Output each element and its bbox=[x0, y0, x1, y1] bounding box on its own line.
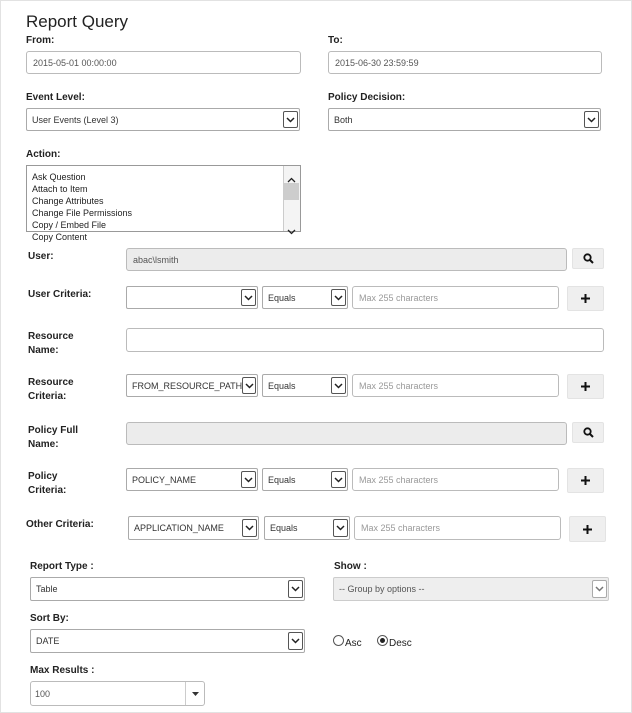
policy-criteria-operator-value: Equals bbox=[268, 474, 296, 485]
chevron-down-icon bbox=[242, 519, 257, 537]
action-option[interactable]: Copy Content bbox=[32, 232, 88, 242]
report-type-select[interactable] bbox=[30, 577, 305, 601]
search-icon bbox=[583, 253, 594, 264]
resource-criteria-placeholder: Max 255 characters bbox=[359, 380, 439, 391]
resource-criteria-value-input[interactable] bbox=[352, 374, 559, 397]
chevron-down-icon bbox=[288, 632, 303, 650]
order-desc-option[interactable] bbox=[377, 632, 412, 649]
policy-criteria-field-value: POLICY_NAME bbox=[132, 474, 197, 485]
chevron-down-icon bbox=[331, 471, 346, 488]
policy-decision-value: Both bbox=[334, 114, 353, 125]
resource-name-label: Resource Name: bbox=[28, 331, 74, 356]
resource-criteria-field-value: FROM_RESOURCE_PATH bbox=[132, 380, 243, 391]
chevron-down-icon bbox=[288, 580, 303, 598]
user-criteria-operator-value: Equals bbox=[268, 292, 296, 303]
user-value: abac\lsmith bbox=[133, 254, 179, 265]
user-criteria-label: User Criteria: bbox=[28, 289, 92, 300]
chevron-down-icon bbox=[283, 111, 298, 128]
policy-criteria-label: Policy Criteria: bbox=[28, 471, 67, 496]
policy-decision-label: Policy Decision: bbox=[328, 92, 406, 103]
asc-radio[interactable] bbox=[333, 635, 344, 646]
chevron-down-icon bbox=[241, 471, 256, 488]
plus-icon bbox=[580, 381, 591, 392]
user-label: User: bbox=[28, 251, 54, 262]
asc-label: Asc bbox=[345, 638, 362, 649]
resource-name-input[interactable] bbox=[126, 328, 604, 352]
event-level-select[interactable] bbox=[26, 108, 300, 131]
show-label: Show : bbox=[334, 561, 367, 572]
order-asc-option[interactable] bbox=[333, 632, 362, 649]
scroll-thumb[interactable] bbox=[284, 183, 299, 200]
to-date-input[interactable] bbox=[328, 51, 602, 74]
add-resource-criteria-button[interactable] bbox=[567, 374, 604, 399]
chevron-down-icon bbox=[592, 580, 607, 598]
caret-down-icon bbox=[192, 692, 199, 696]
max-results-label: Max Results : bbox=[30, 665, 95, 676]
action-label: Action: bbox=[26, 149, 61, 160]
plus-icon bbox=[580, 293, 591, 304]
add-policy-criteria-button[interactable] bbox=[567, 468, 604, 493]
from-date-input[interactable] bbox=[26, 51, 301, 74]
user-criteria-placeholder: Max 255 characters bbox=[359, 292, 439, 303]
policy-decision-select[interactable] bbox=[328, 108, 601, 131]
group-by-value: -- Group by options -- bbox=[339, 584, 425, 594]
resource-criteria-operator-value: Equals bbox=[268, 380, 296, 391]
policy-criteria-placeholder: Max 255 characters bbox=[359, 474, 439, 485]
plus-icon bbox=[580, 475, 591, 486]
listbox-scrollbar[interactable] bbox=[283, 166, 300, 231]
to-label: To: bbox=[328, 35, 343, 46]
sort-by-value: DATE bbox=[36, 636, 60, 646]
other-criteria-operator-select[interactable] bbox=[264, 516, 350, 540]
other-criteria-field-value: APPLICATION_NAME bbox=[134, 523, 224, 533]
desc-label: Desc bbox=[389, 638, 412, 649]
page-title: Report Query bbox=[26, 12, 129, 31]
user-criteria-operator-select[interactable] bbox=[262, 286, 348, 309]
action-option[interactable]: Change Attributes bbox=[32, 196, 104, 206]
search-icon bbox=[583, 427, 594, 438]
group-by-select bbox=[333, 577, 609, 601]
chevron-down-icon bbox=[333, 519, 348, 537]
action-option[interactable]: Copy / Embed File bbox=[32, 220, 107, 230]
other-criteria-value-input[interactable] bbox=[354, 516, 561, 540]
resource-criteria-label: Resource Criteria: bbox=[28, 377, 74, 402]
other-criteria-field-select[interactable] bbox=[128, 516, 259, 540]
max-results-dropdown-toggle[interactable] bbox=[185, 682, 204, 705]
scroll-down-icon[interactable] bbox=[287, 222, 296, 240]
resource-criteria-operator-select[interactable] bbox=[262, 374, 348, 397]
report-type-label: Report Type : bbox=[30, 561, 94, 572]
sort-by-label: Sort By: bbox=[30, 613, 69, 624]
other-criteria-operator-value: Equals bbox=[270, 523, 298, 533]
user-criteria-value-input[interactable] bbox=[352, 286, 559, 309]
chevron-down-icon bbox=[241, 289, 256, 306]
other-criteria-placeholder: Max 255 characters bbox=[361, 523, 441, 533]
policy-search-button[interactable] bbox=[572, 422, 604, 443]
action-listbox[interactable] bbox=[26, 165, 301, 242]
policy-criteria-value-input[interactable] bbox=[352, 468, 559, 491]
from-label: From: bbox=[26, 35, 55, 46]
event-level-value: User Events (Level 3) bbox=[32, 114, 119, 125]
policy-criteria-operator-select[interactable] bbox=[262, 468, 348, 491]
policy-full-name-label: Policy Full Name: bbox=[28, 425, 79, 450]
sort-by-select[interactable] bbox=[30, 629, 305, 653]
policy-full-name-input bbox=[126, 422, 567, 445]
chevron-down-icon bbox=[331, 377, 346, 394]
max-results-value: 100 bbox=[35, 688, 51, 699]
max-results-combobox[interactable] bbox=[30, 681, 205, 706]
action-option[interactable]: Attach to Item bbox=[32, 184, 88, 194]
user-search-button[interactable] bbox=[572, 248, 604, 269]
other-criteria-label: Other Criteria: bbox=[26, 519, 94, 530]
action-option[interactable]: Ask Question bbox=[32, 172, 86, 182]
chevron-down-icon bbox=[242, 377, 256, 394]
add-other-criteria-button[interactable] bbox=[569, 516, 606, 542]
policy-criteria-field-select[interactable] bbox=[126, 468, 258, 491]
from-date-value: 2015-05-01 00:00:00 bbox=[33, 57, 117, 68]
plus-icon bbox=[582, 524, 593, 535]
report-type-value: Table bbox=[36, 584, 58, 594]
user-criteria-field-select[interactable] bbox=[126, 286, 258, 309]
chevron-down-icon bbox=[584, 111, 599, 128]
user-input bbox=[126, 248, 567, 271]
add-user-criteria-button[interactable] bbox=[567, 286, 604, 311]
event-level-label: Event Level: bbox=[26, 92, 85, 103]
resource-criteria-field-select[interactable] bbox=[126, 374, 258, 397]
action-option[interactable]: Change File Permissions bbox=[32, 208, 133, 218]
to-date-value: 2015-06-30 23:59:59 bbox=[335, 57, 419, 68]
chevron-down-icon bbox=[331, 289, 346, 306]
desc-radio[interactable] bbox=[377, 635, 388, 646]
